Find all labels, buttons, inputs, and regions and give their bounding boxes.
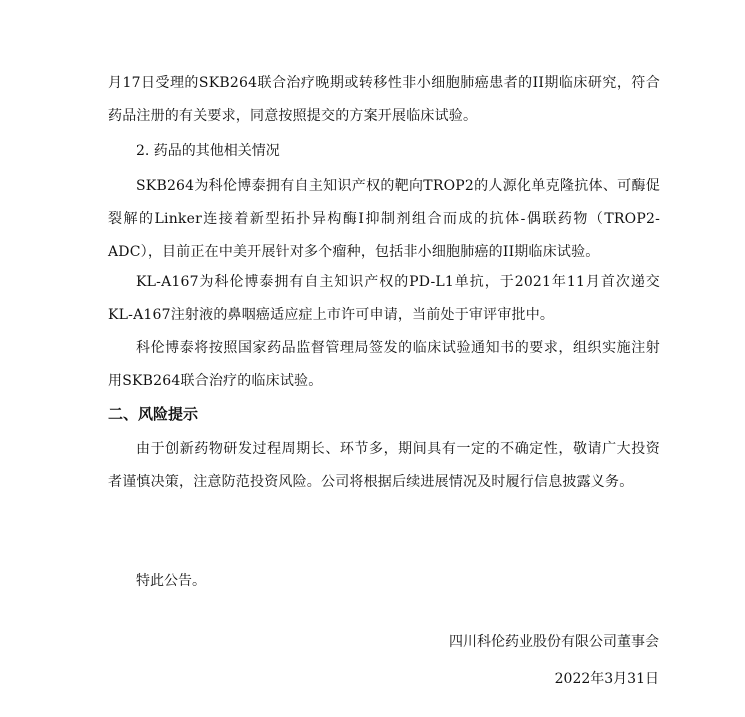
- paragraph-kl-a167: KL-A167为科伦博泰拥有自主知识产权的PD-L1单抗，于2021年11月首次递交KL-A167注射液的鼻咽癌适应症上市许可申请，当前处于审评审批中。: [108, 274, 660, 323]
- closing-text: 特此公告。: [136, 573, 206, 589]
- paragraph-phase2-approval: 月17日受理的SKB264联合治疗晚期或转移性非小细胞肺癌患者的II期临床研究，符合药品注册的有关要求，同意按照提交的方案开展临床试验。: [108, 75, 660, 124]
- paragraph-risk: 由于创新药物研发过程周期长、环节多，期间具有一定的不确定性，敬请广大投资者谨慎决策，注意防范投资风险。公司将根据后续进展情况及时履行信息披露义务。: [108, 441, 660, 490]
- subheading-drug-info: 2. 药品的其他相关情况: [136, 143, 280, 159]
- signature-company: 四川科伦药业股份有限公司董事会: [449, 634, 659, 650]
- signature-date: 2022年3月31日: [554, 671, 659, 687]
- paragraph-trial-notice: 科伦博泰将按照国家药品监督管理局签发的临床试验通知书的要求，组织实施注射用SKB264联合治疗的临床试验。: [108, 340, 660, 389]
- section-title-risk: 二、风险提示: [108, 405, 199, 423]
- paragraph-skb264: SKB264为科伦博泰拥有自主知识产权的靶向TROP2的人源化单克隆抗体、可酶促裂解的Linker连接着新型拓扑异构酶I抑制剂组合而成的抗体-偶联药物（TROP2-ADC），目前正在中美开展针对多个瘤种，包括非小细胞肺癌的II期临床试验。: [108, 178, 660, 260]
